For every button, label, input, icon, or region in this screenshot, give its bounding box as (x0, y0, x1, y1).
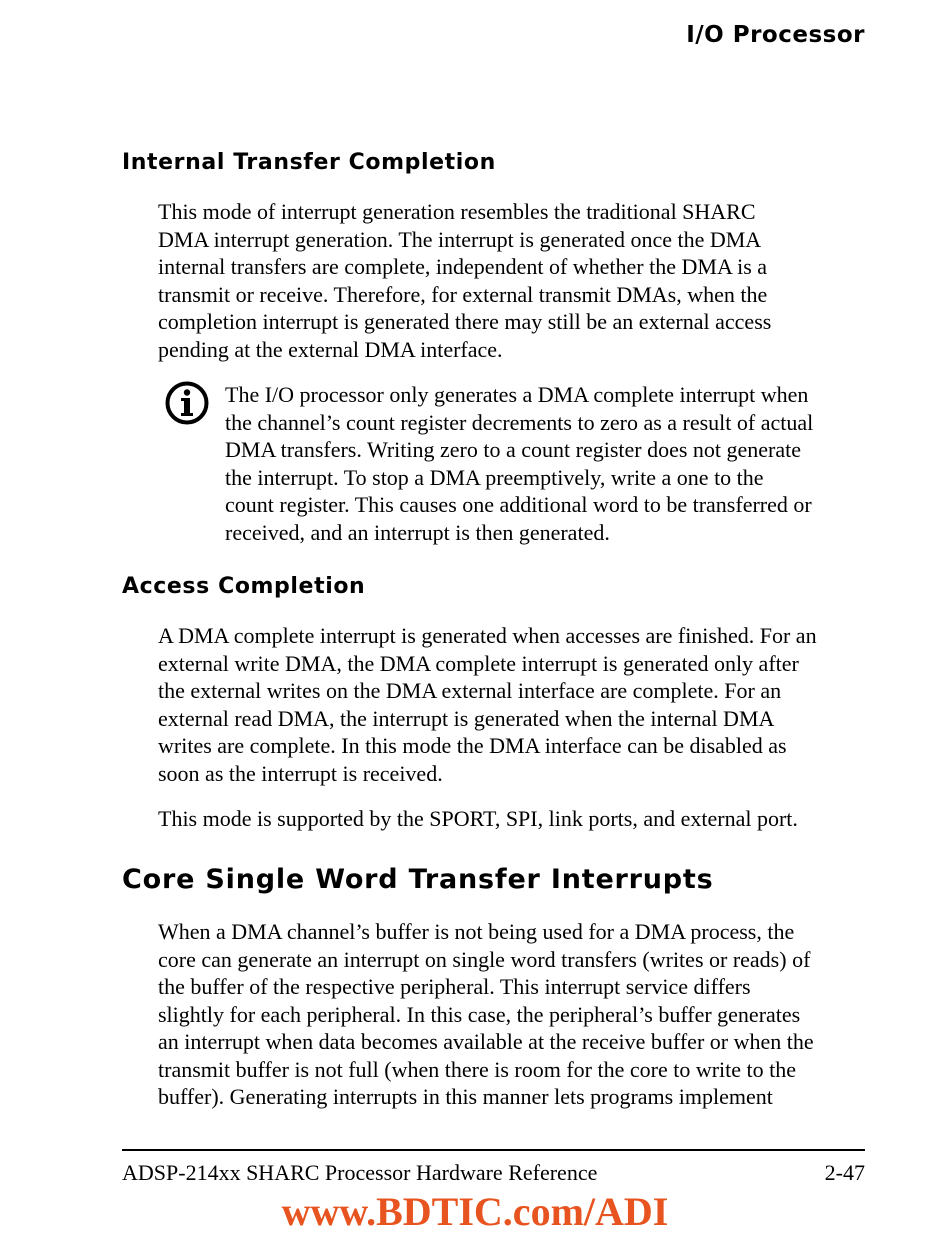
text-line: internal transfers are complete, independent of whether the DMA is a (158, 254, 768, 279)
text-line: the buffer of the respective peripheral. This interrupt service differs (158, 974, 751, 999)
text-line: When a DMA channel’s buffer is not being used for a DMA process, the (158, 919, 795, 944)
text-line: external write DMA, the DMA complete interrupt is generated only after (158, 650, 799, 676)
paragraph-internal-transfer (158, 198, 771, 363)
text-line: the interrupt. To stop a DMA preemptively, write a one to the (225, 464, 764, 490)
text-line: buffer). Generating interrupts in this manner lets programs implement (158, 1084, 773, 1109)
text-line: This mode of interrupt generation resembles the traditional SHARC (158, 199, 756, 224)
text-line: slightly for each peripheral. In this case, the peripheral’s buffer generates (158, 1001, 801, 1027)
paragraph-access-completion (158, 622, 817, 787)
text-line: writes are complete. In this mode the DMA interface can be disabled as (158, 733, 787, 758)
text-line: A DMA complete interrupt is generated when accesses are finished. For an (158, 623, 817, 648)
text-line: count register. This causes one additional word to be transferred or (225, 492, 812, 517)
text-line: the channel’s count register decrements to zero as a result of actual (225, 409, 814, 435)
info-icon (164, 380, 210, 426)
text-line: DMA interrupt generation. The interrupt is generated once the DMA (158, 226, 762, 252)
watermark-url[interactable]: www.BDTIC.com/ADI (281, 1189, 669, 1234)
heading-internal-transfer-completion: Internal Transfer Completion (122, 150, 496, 175)
text-line: received, and an interrupt is then generated. (225, 519, 610, 545)
text-line: the external writes on the DMA external interface are complete. For an (158, 678, 782, 703)
footer-page-number: 2-47 (824, 1160, 865, 1185)
text-line: The I/O processor only generates a DMA complete interrupt when (225, 382, 809, 407)
heading-core-single-word-transfer-interrupts: Core Single Word Transfer Interrupts (122, 864, 714, 895)
paragraph-core-single-word (158, 918, 814, 1111)
paragraph-supported-ports (158, 805, 798, 833)
running-head-title: I/O Processor (686, 22, 865, 48)
note-dma-complete-interrupt (225, 381, 813, 546)
text-line: core can generate an interrupt on single word transfers (writes or reads) of (158, 946, 811, 972)
text-line: pending at the external DMA interface. (158, 336, 503, 362)
footer-book-title: ADSP-214xx SHARC Processor Hardware Reference (122, 1160, 598, 1185)
text-line: external read DMA, the interrupt is generated when the internal DMA (158, 705, 775, 731)
text-line: This mode is supported by the SPORT, SPI, link ports, and external port. (158, 806, 798, 831)
text-line: DMA transfers. Writing zero to a count register does not generate (225, 437, 802, 462)
text-line: transmit or receive. Therefore, for external transmit DMAs, when the (158, 281, 768, 307)
text-line: an interrupt when data becomes available at the receive buffer or when the (158, 1029, 814, 1054)
footer-divider (122, 1149, 865, 1151)
text-line: soon as the interrupt is received. (158, 760, 443, 786)
heading-access-completion: Access Completion (122, 574, 366, 599)
text-line: completion interrupt is generated there may still be an external access (158, 309, 772, 334)
text-line: transmit buffer is not full (when there is room for the core to write to the (158, 1056, 797, 1082)
